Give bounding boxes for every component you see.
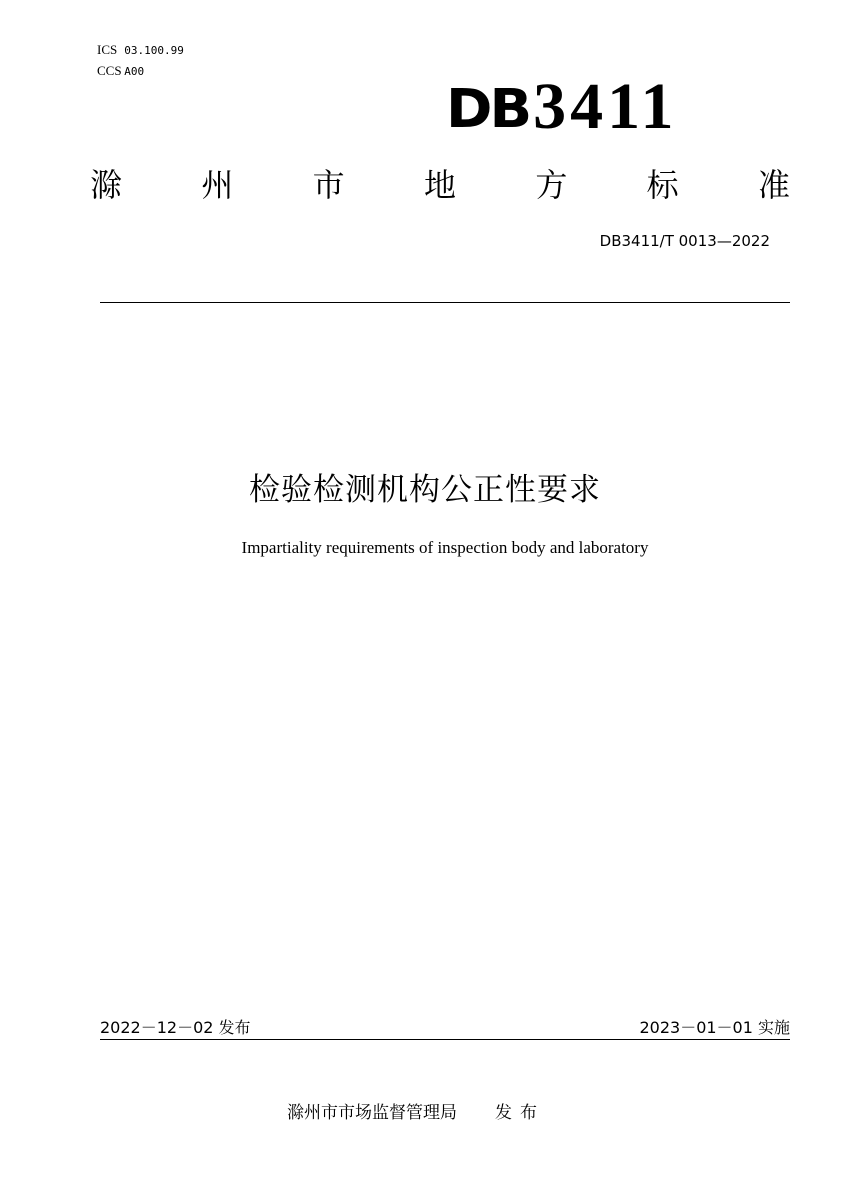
ccs-value: A00 (124, 65, 145, 78)
ics-label: ICS (97, 42, 118, 57)
implementation-date: 2023－01－01 实施 (639, 1018, 790, 1037)
standard-type-char: 地 (423, 166, 456, 204)
publisher (287, 1098, 545, 1123)
standard-type (90, 160, 790, 210)
document-title-chinese: 检验检测机构公正性要求 (249, 472, 601, 508)
ccs-code (97, 63, 144, 80)
standard-code: DB3411/T 0013—2022 (599, 232, 770, 250)
top-divider (100, 302, 790, 303)
standard-type-char: 市 (312, 166, 345, 204)
standard-type-char: 准 (757, 166, 790, 204)
standard-type-char: 州 (201, 166, 234, 204)
ics-value: 03.100.99 (124, 44, 184, 57)
document-title-english: Impartiality requirements of inspection body and laboratory (241, 538, 649, 557)
standard-mark-prefix: DB (446, 78, 530, 141)
standard-type-char: 滁 (90, 166, 123, 204)
publisher-action: 发布 (495, 1103, 545, 1123)
publisher-name: 滁州市市场监督管理局 (287, 1103, 457, 1123)
bottom-divider (100, 1039, 790, 1040)
issue-date: 2022－12－02 发布 (100, 1018, 251, 1037)
ccs-label: CCS (97, 63, 122, 78)
standard-mark-number: 3411 (533, 70, 678, 143)
ics-code (97, 42, 184, 59)
standard-type-char: 标 (646, 166, 679, 204)
standard-type-char: 方 (535, 166, 568, 204)
standard-mark (446, 72, 726, 142)
